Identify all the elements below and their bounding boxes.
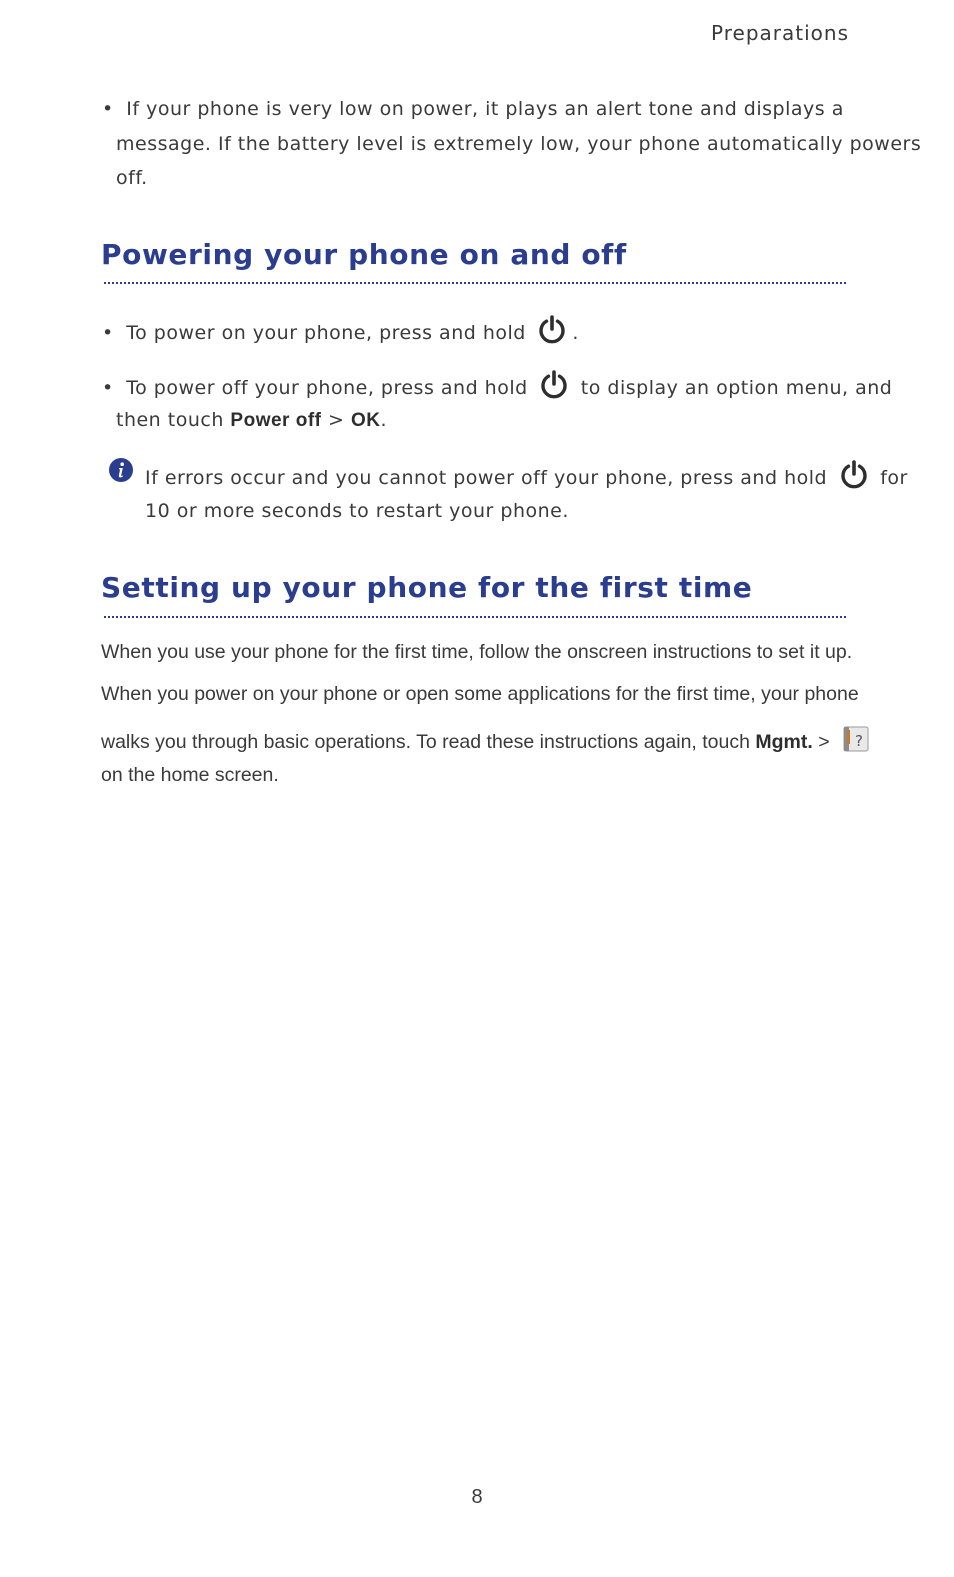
- menu-separator: >: [818, 731, 830, 753]
- power-off-end: .: [380, 409, 388, 431]
- heading-divider: [104, 616, 846, 618]
- note-line2: 10 or more seconds to restart your phone.: [145, 500, 569, 522]
- intro-text-line1: If your phone is very low on power, it plays an alert tone and displays a: [126, 98, 844, 120]
- page-number: 8: [471, 1486, 483, 1508]
- power-icon: [538, 369, 570, 412]
- bullet-power-on: [102, 314, 579, 357]
- note-text-before: If errors occur and you cannot power off your phone, press and hold: [145, 467, 828, 489]
- setup-paragraph-2-line1: When you power on your phone or open some applications for the first time, your phone: [101, 683, 859, 705]
- svg-text:?: ?: [855, 732, 863, 750]
- walks-through-text: walks you through basic operations. To read these instructions again, touch: [101, 731, 750, 753]
- heading-first-time-setup: Setting up your phone for the first time: [101, 571, 753, 604]
- menu-separator: >: [328, 409, 345, 431]
- intro-text-line2: message. If the battery level is extremely low, your phone automatically powers: [116, 133, 922, 155]
- note-text-after: for: [880, 467, 908, 489]
- power-on-end: .: [572, 322, 579, 344]
- bullet-marker: •: [102, 98, 114, 120]
- intro-text-line3: off.: [116, 167, 148, 189]
- power-icon: [536, 314, 568, 357]
- setup-paragraph-1: When you use your phone for the first time, follow the onscreen instructions to set it up.: [101, 641, 853, 663]
- then-touch-text: then touch: [116, 409, 224, 431]
- power-off-menu-label: Power off: [230, 410, 322, 431]
- info-icon: [108, 457, 134, 487]
- intro-bullet-line1: [102, 92, 844, 126]
- help-icon: [841, 724, 871, 762]
- heading-powering-on-off: Powering your phone on and off: [101, 238, 627, 271]
- power-off-text: To power off your phone, press and hold: [126, 377, 528, 399]
- mgmt-label: Mgmt.: [755, 731, 813, 753]
- bullet-marker: •: [102, 322, 114, 344]
- ok-menu-label: OK: [351, 410, 381, 431]
- power-off-text-after: to display an option menu, and: [580, 377, 893, 399]
- bullet-marker: •: [102, 377, 114, 399]
- power-off-line2: [116, 403, 387, 438]
- power-icon: [838, 459, 870, 502]
- power-on-text: To power on your phone, press and hold: [126, 322, 526, 344]
- section-title: Preparations: [711, 21, 849, 45]
- heading-divider: [104, 282, 846, 284]
- setup-paragraph-2-line3: on the home screen.: [101, 764, 279, 786]
- setup-paragraph-2-line2: [101, 724, 871, 762]
